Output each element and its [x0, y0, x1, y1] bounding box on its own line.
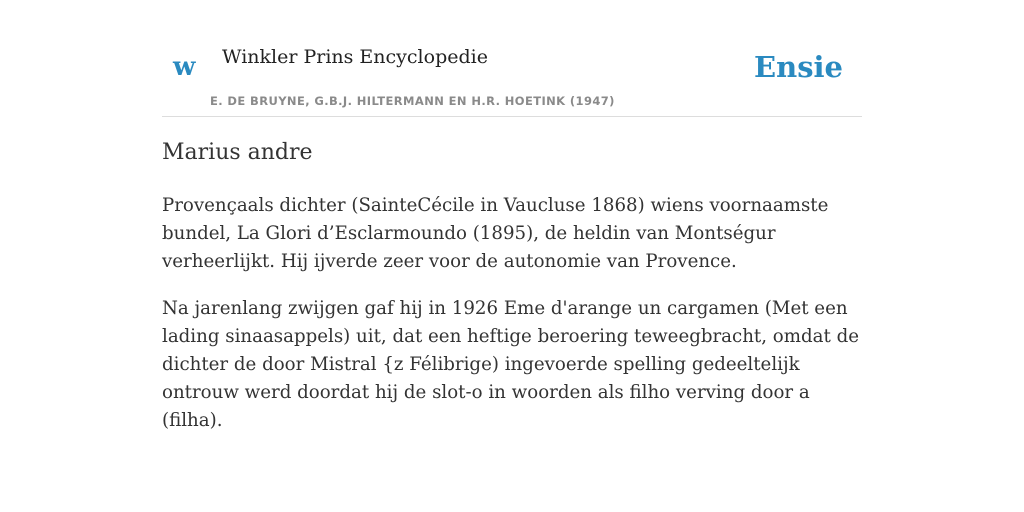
- publication-title[interactable]: Winkler Prins Encyclopedie: [222, 46, 488, 68]
- article-title: Marius andre: [162, 140, 313, 165]
- winkler-prins-logo[interactable]: w: [173, 52, 196, 82]
- publication-authors: E. DE BRUYNE, G.B.J. HILTERMANN EN H.R. HOETINK (1947): [210, 94, 615, 108]
- article-paragraph-2: Na jarenlang zwijgen gaf hij in 1926 Eme d'arange un cargamen (Met een lading sinaasappels) uit, dat een heftige beroering teweegbracht, omdat de dichter de door Mistral {z Félibrige) ingevoerde spelling gedeeltelijk ontrouw werd doordat hij de slot-o in woorden als filho verving door a (filha).: [162, 298, 859, 431]
- page-container: [162, 0, 862, 431]
- article-paragraph-1: Provençaals dichter (SainteCécile in Vaucluse 1868) wiens voornaamste bundel, La Glori d’Esclarmoundo (1895), de heldin van Montségur verheerlijkt. Hij ijverde zeer voor de autonomie van Provence.: [162, 195, 829, 272]
- ensie-brand-logo[interactable]: Ensie: [754, 50, 843, 84]
- encyclopedia-header: [162, 0, 862, 117]
